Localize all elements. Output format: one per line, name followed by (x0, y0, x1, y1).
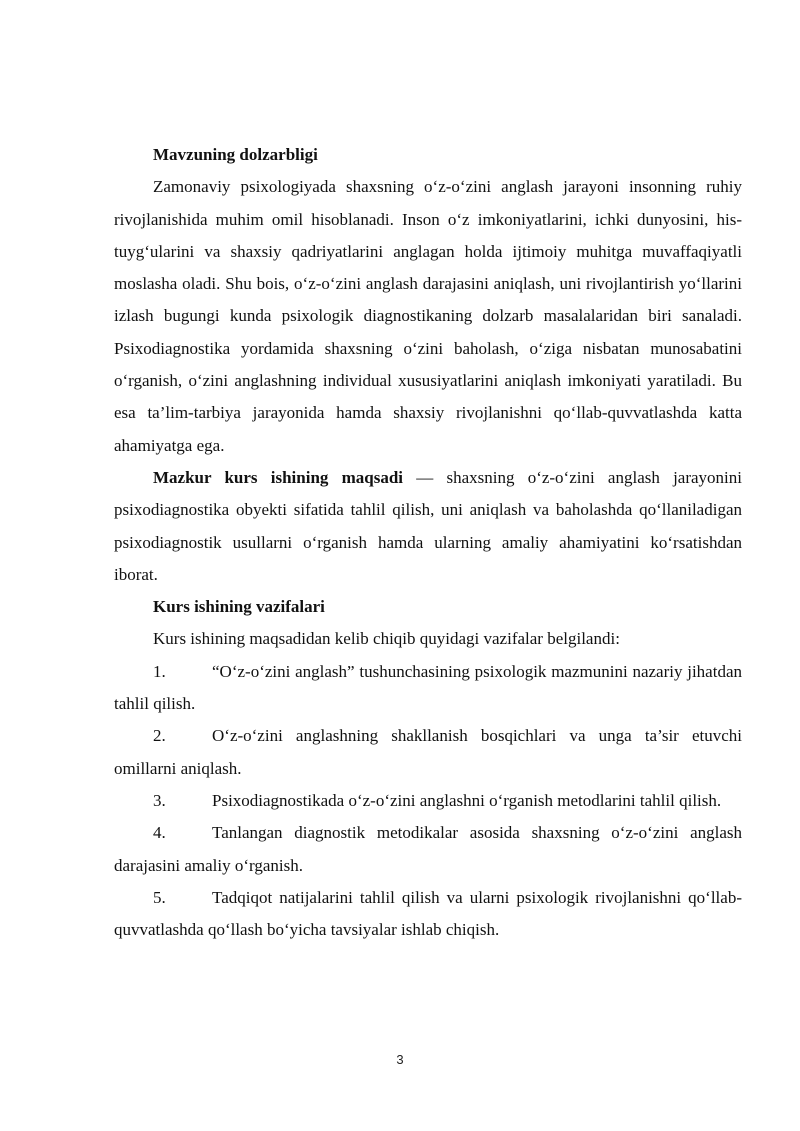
task-item-5 (114, 882, 742, 947)
goal-label: Mazkur kurs ishining maqsadi (153, 467, 404, 487)
task-item-4 (114, 817, 742, 882)
task-item-3 (114, 785, 742, 817)
task-text: “O‘z-o‘zini anglash” tushunchasining psixologik mazmunini nazariy jihatdan tahlil qilish. (114, 661, 742, 714)
task-text: O‘z-o‘zini anglashning shakllanish bosqichlari va unga ta’sir etuvchi omillarni aniqlash. (114, 726, 742, 778)
tasks-intro: Kurs ishining maqsadidan kelib chiqib quyidagi vazifalar belgilandi: (153, 629, 620, 649)
task-number: 4. (153, 823, 166, 843)
task-text: Tadqiqot natijalarini tahlil qilish va ularni psixologik rivojlanishni qo‘llab-quvvatlashda qo‘llash bo‘yicha tavsiyalar ishlab chiqish. (114, 887, 742, 940)
task-number: 3. (153, 790, 166, 810)
heading-relevance: Mavzuning dolzarbligi (153, 145, 318, 164)
goal-text: — shaxsning o‘z-o‘zini anglash jarayonini psixodiagnostika obyekti sifatida tahlil qilish, uni aniqlash va baholashda qo‘llaniladigan psixodiagnostik usullarni o‘rganish hamda ularning amaliy ahamiyatini ko‘rsatishdan iborat. (114, 467, 742, 584)
heading-tasks: Kurs ishining vazifalari (153, 597, 325, 617)
paragraph-goal (114, 462, 742, 591)
page-number: 3 (396, 1052, 404, 1067)
task-number: 5. (153, 887, 166, 907)
page-content (114, 139, 742, 946)
task-item-2 (114, 720, 742, 785)
task-number: 1. (153, 661, 166, 681)
task-number: 2. (153, 726, 166, 746)
task-item-1 (114, 656, 742, 721)
task-text: Tanlangan diagnostik metodikalar asosida shaxsning o‘z-o‘zini anglash darajasini amaliy o‘rganish. (114, 823, 742, 875)
paragraph-relevance: Zamonaviy psixologiyada shaxsning o‘z-o‘zini anglash jarayoni insonning ruhiy rivojlanishida muhim omil hisoblanadi. Inson o‘z imkoniyatlarini, ichki dunyosini, his-tuyg‘ularini va shaxsiy qadriyatlarini anglagan holda ijtimoiy muhitga muvaffaqiyatli moslasha oladi. Shu bois, o‘z-o‘zini anglash darajasini aniqlash, uni rivojlantirish yo‘llarini izlash bugungi kunda psixologik diagnostikaning dolzarb masalalaridan biri sanaladi. Psixodiagnostika yordamida shaxsning o‘zini baholash, o‘ziga nisbatan munosabatini o‘rganish, o‘zini anglashning individual xususiyatlarini aniqlash imkoniyati yaratiladi. Bu esa ta’lim-tarbiya jarayonida hamda shaxsiy rivojlanishni qo‘llab-quvvatlashda katta ahamiyatga ega. (114, 177, 742, 455)
task-text: Psixodiagnostikada o‘z-o‘zini anglashni o‘rganish metodlarini tahlil qilish. (212, 790, 722, 810)
